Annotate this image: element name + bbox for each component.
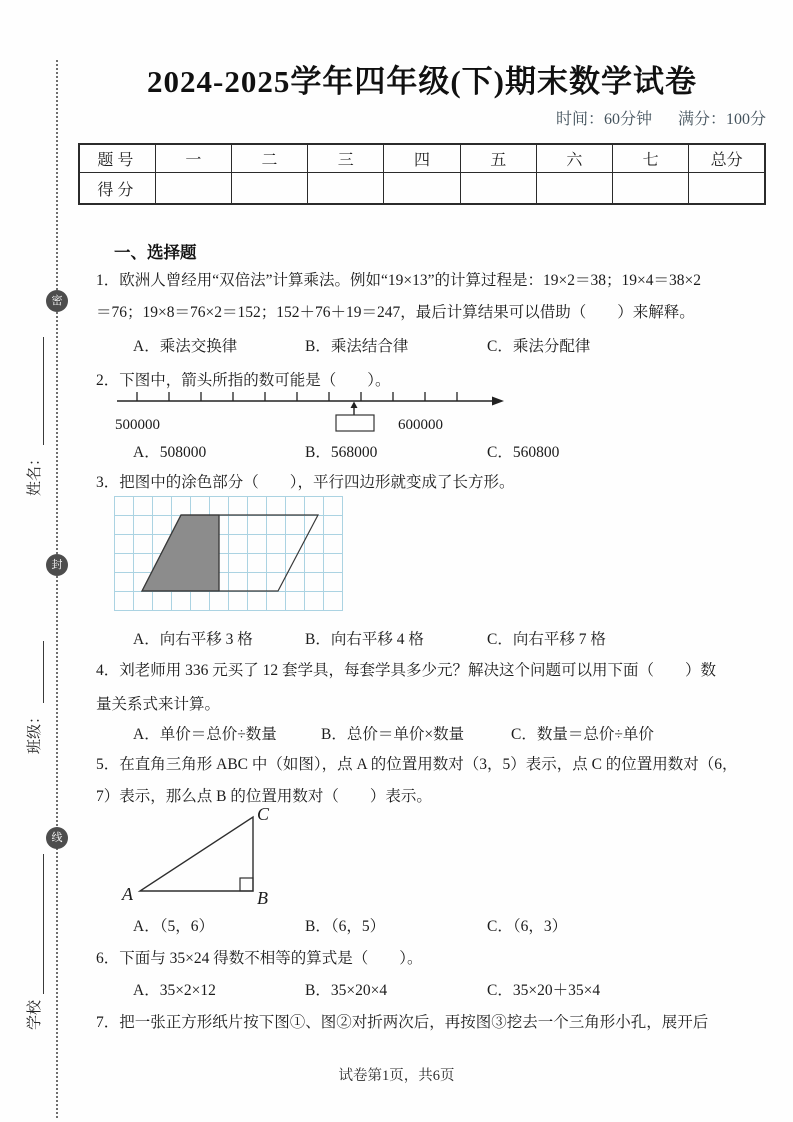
- q4-option-a: A．单价＝总价÷数量: [133, 726, 277, 743]
- school-blank: [28, 854, 44, 994]
- name-label: 姓名：: [27, 450, 43, 496]
- q6-option-b: B．35×20×4: [305, 982, 388, 999]
- q3-option-b: B．向右平移 4 格: [305, 631, 424, 648]
- numberline-left-label: 500000: [115, 417, 160, 433]
- right-angle-mark: [240, 878, 253, 891]
- time-value: 60分钟: [603, 111, 652, 128]
- score-header-cell: 题号: [79, 144, 155, 173]
- pointer-arrowhead: [351, 402, 358, 409]
- q4-option-b: B．总价＝单价×数量: [321, 726, 465, 743]
- question-3-options: [133, 627, 753, 649]
- class-field: [23, 641, 44, 754]
- score-empty-cell: [460, 173, 536, 205]
- score-empty-cell: [155, 173, 231, 205]
- question-4-line1: 4．刘老师用 336 元买了 12 套学具，每套学具多少元？解决这个问题可以用下面（ ）数: [96, 662, 717, 679]
- score-header-cell: 四: [384, 144, 460, 173]
- vertex-a-label: A: [122, 884, 133, 904]
- question-4-line2: 量关系式来计算。: [96, 696, 221, 713]
- score-header-cell: 一: [155, 144, 231, 173]
- numberline-arrowhead: [492, 397, 504, 406]
- fullscore-label: 满分：: [677, 111, 726, 128]
- question-2-options: [133, 440, 753, 462]
- class-label: 班级：: [27, 708, 43, 754]
- score-table-header-row: [79, 144, 765, 173]
- numberline-ticks: [137, 392, 457, 401]
- question-3-text: 3．把图中的涂色部分（ ），平行四边形就变成了长方形。: [96, 474, 515, 491]
- question-5-line1: 5．在直角三角形 ABC 中（如图），点 A 的位置用数对（3，5）表示，点 C 的位置用数对（6，: [96, 756, 738, 773]
- q1-option-b: B．乘法结合律: [305, 338, 409, 355]
- score-header-cell: 六: [536, 144, 612, 173]
- q5-option-a: A．（5，6）: [133, 918, 214, 935]
- q6-option-a: A．35×2×12: [133, 982, 216, 999]
- q1-option-c: C．乘法分配律: [487, 338, 591, 355]
- score-header-cell: 三: [308, 144, 384, 173]
- footer-page-info: 试卷第1页，共6页: [338, 1068, 455, 1084]
- q2-option-b: B．568000: [305, 444, 378, 461]
- question-1-line1: 1．欧洲人曾经用“双倍法”计算乘法。例如“19×13”的计算过程是：19×2＝38；19×4＝38×2: [96, 272, 701, 289]
- question-4-options: [133, 722, 753, 744]
- time-label: 时间：: [555, 111, 604, 128]
- score-empty-cell: [308, 173, 384, 205]
- vertex-b-label: B: [257, 888, 268, 908]
- section-heading: 一、选择题: [114, 244, 197, 262]
- score-empty-cell: [689, 173, 765, 205]
- score-row-label: 得分: [79, 173, 155, 205]
- grid-lines: [114, 496, 343, 611]
- seal-xian-icon: 线: [46, 827, 68, 849]
- school-label: 学校: [27, 999, 43, 1030]
- q1-option-a: A．乘法交换律: [133, 338, 238, 355]
- q2-option-c: C．560800: [487, 444, 560, 461]
- score-header-cell: 七: [613, 144, 689, 173]
- q2-option-a: A．508000: [133, 444, 207, 461]
- class-blank: [28, 641, 44, 703]
- q5-option-b: B．（6，5）: [305, 918, 386, 935]
- question-2-text: 2．下图中，箭头所指的数可能是（ ）。: [96, 372, 391, 389]
- question-1-options: [133, 334, 753, 356]
- name-blank: [28, 337, 44, 445]
- score-header-cell: 二: [231, 144, 307, 173]
- school-field: [23, 854, 44, 1030]
- q3-option-a: A．向右平移 3 格: [133, 631, 253, 648]
- seal-mi-icon: 密: [46, 290, 68, 312]
- score-header-cell: 五: [460, 144, 536, 173]
- question-1-line2: ＝76；19×8＝76×2＝152；152＋76＋19＝247，最后计算结果可以借助（ ）来解释。: [96, 304, 695, 321]
- parallelogram-grid-figure: [114, 496, 344, 612]
- answer-box: [336, 415, 374, 431]
- fullscore-value: 100分: [725, 111, 766, 128]
- right-triangle-figure: [116, 806, 286, 908]
- q6-option-c: C．35×20＋35×4: [487, 982, 601, 999]
- exam-title: 2024-2025学年四年级(下)期末数学试卷: [147, 64, 697, 99]
- score-header-cell: 总分: [689, 144, 765, 173]
- q5-option-c: C．（6，3）: [487, 918, 568, 935]
- score-table: [78, 143, 766, 205]
- seal-rail: [18, 270, 44, 1040]
- score-empty-cell: [384, 173, 460, 205]
- question-6-text: 6．下面与 35×24 得数不相等的算式是（ ）。: [96, 950, 423, 967]
- question-7-text: 7．把一张正方形纸片按下图①、图②对折两次后，再按图③挖去一个三角形小孔，展开后: [96, 1014, 709, 1031]
- question-5-options: [133, 914, 753, 936]
- numberline-right-label: 600000: [398, 417, 443, 433]
- question-6-options: [133, 978, 753, 1000]
- question-5-line2: 7）表示，那么点 B 的位置用数对（ ）表示。: [96, 788, 432, 805]
- q4-option-c: C．数量＝总价÷单价: [511, 726, 654, 743]
- name-field: [23, 337, 44, 496]
- seal-dotted-line: [56, 60, 58, 1118]
- vertex-c-label: C: [257, 806, 270, 824]
- score-empty-cell: [613, 173, 689, 205]
- score-empty-cell: [536, 173, 612, 205]
- q3-option-c: C．向右平移 7 格: [487, 631, 606, 648]
- seal-feng-icon: 封: [46, 554, 68, 576]
- score-table-score-row: [79, 173, 765, 205]
- numberline-figure: [110, 388, 510, 438]
- score-empty-cell: [231, 173, 307, 205]
- exam-info: [78, 106, 766, 129]
- triangle-outline: [140, 817, 253, 891]
